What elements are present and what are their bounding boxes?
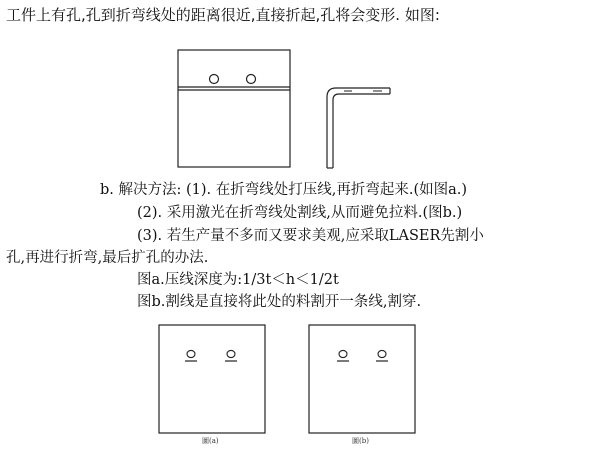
flat-part-diagram bbox=[178, 50, 290, 167]
text-line-3: (3). 若生产量不多而又要求美观,应采取LASER先割小 bbox=[137, 228, 484, 244]
text-line-2: (2). 采用激光在折弯线处割线,从而避免拉料.(图b.) bbox=[137, 205, 463, 221]
text-line-1: b. 解决方法: (1). 在折弯线处打压线,再折弯起来.(如图a.) bbox=[100, 182, 468, 198]
page-title: 工件上有孔,孔到折弯线处的距离很近,直接折起,孔将会变形. 如图: bbox=[6, 6, 440, 24]
figure-b-caption: 圖(b) bbox=[352, 437, 369, 445]
text-line-5: 图a.压线深度为:1/3t＜h＜1/2t bbox=[137, 272, 339, 288]
figure-a-caption: 圖(a) bbox=[202, 437, 219, 445]
figure-b-diagram bbox=[309, 325, 415, 433]
figure-a-diagram bbox=[159, 325, 265, 433]
text-line-4: 孔,再进行折弯,最后扩孔的办法. bbox=[6, 250, 209, 266]
text-line-6: 图b.割线是直接将此处的料割开一条线,割穿. bbox=[137, 294, 422, 310]
bent-profile-diagram bbox=[327, 88, 390, 168]
